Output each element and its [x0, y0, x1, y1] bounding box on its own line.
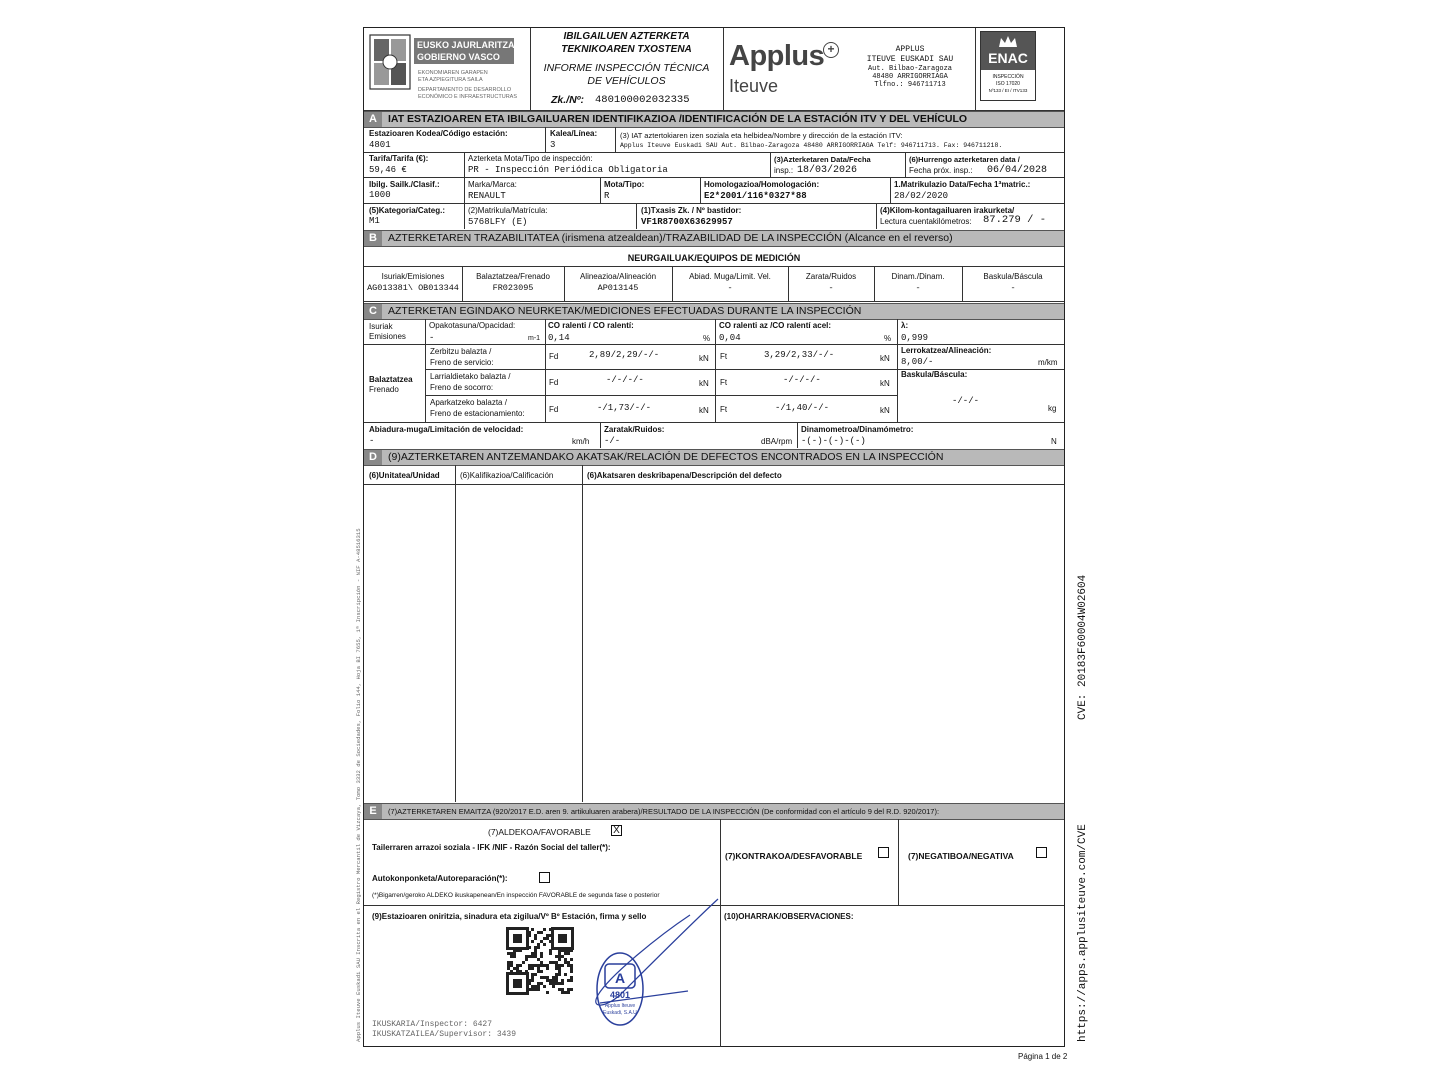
lambda-label: λ:: [901, 321, 909, 330]
opacity: -: [429, 333, 435, 343]
speed-limit-unit: km/h: [572, 437, 590, 446]
vin-label: (1)Txasis Zk. / Nº bastidor:: [641, 206, 742, 215]
dept-eu-line1: EKONOMIAREN GARAPEN: [418, 70, 488, 76]
dept-es-line2: ECONÓMICO E INFRAESTRUCTURAS: [418, 94, 518, 100]
remarks-label: (10)OHARRAK/OBSERVACIONES:: [724, 912, 854, 921]
supervisor-id: IKUSKATZAILEA/Supervisor: 3439: [372, 1030, 517, 1039]
model-label: Mota/Tipo:: [604, 180, 645, 189]
section-e-header: [364, 803, 1064, 820]
emissions-label: Isuriak: [369, 322, 393, 331]
company-line4: 48480 ARRIGORRIAGA: [872, 73, 948, 81]
stamp-brand: Applus Iteuve: [604, 1003, 636, 1009]
odometer-label-2: Lectura cuentakilómetros:: [880, 217, 972, 226]
self-repair-label: Autokonponketa/Autoreparación(*):: [372, 874, 508, 883]
inspection-date-label: (3)Azterketaren Data/Fecha: [774, 155, 871, 164]
opacity-label: Opakotasuna/Opacidad:: [429, 321, 516, 330]
basque-government-logo: [368, 33, 412, 91]
emergency-ft-unit: kN: [880, 379, 890, 388]
emergency-ft-label: Ft: [720, 378, 728, 387]
first-registration: 28/02/2020: [894, 191, 949, 201]
category-label: (5)Kategoria/Categ.:: [369, 206, 446, 215]
section-e-letter: E: [364, 804, 382, 819]
section-b-letter: B: [364, 231, 382, 246]
vin: VF1R8700X63629957: [641, 217, 733, 227]
fee: 59,46 €: [369, 165, 407, 175]
equipment-label: Balaztatzea/Frenado: [476, 272, 550, 281]
equipment-value: -: [727, 283, 733, 293]
parking-brake-label-2: Freno de estacionamiento:: [430, 409, 525, 418]
alignment-value: 8,00/-: [901, 357, 934, 367]
station-approval-label: (9)Estazioaren oniritzia, sinadura eta zigilua/Vº Bº Estación, firma y sello: [372, 912, 647, 921]
co-unit: %: [703, 334, 711, 343]
inspection-date-label-2: insp.:: [774, 166, 794, 175]
parking-ft: -/1,40/-/-: [775, 403, 830, 413]
emergency-fd: -/-/-/-: [606, 375, 644, 385]
noise-unit: dBA/rpm: [761, 437, 793, 446]
negative-label: (7)NEGATIBOA/NEGATIVA: [908, 851, 1014, 861]
co-value: 0,14: [548, 333, 570, 343]
parking-ft-unit: kN: [880, 406, 890, 415]
fee-label: Tarifa/Tarifa (€):: [369, 154, 429, 163]
section-a-title: IAT ESTAZIOAREN ETA IBILGAILUAREN IDENTIFIKAZIOA /IDENTIFICACIÓN DE LA ESTACIÓN ITV Y DEL VEHÍCULO: [388, 113, 968, 125]
unfavorable-checkbox[interactable]: [878, 847, 889, 858]
emergency-fd-unit: kN: [699, 379, 709, 388]
enac-logo: [980, 31, 1036, 101]
speed-limit-label: Abiadura-muga/Limitación de velocidad:: [369, 425, 524, 434]
parking-fd-label: Fd: [549, 405, 559, 414]
favorable-checkbox[interactable]: X: [611, 825, 622, 836]
enac-line2: ISO 17020: [996, 81, 1020, 87]
cve-code: CVE: 20183F60004W02604: [1077, 574, 1089, 720]
make-label: Marka/Marca:: [468, 180, 517, 189]
iteuve-logo: Iteuve: [729, 76, 779, 96]
emergency-brake-label: Larrialdietako balazta /: [430, 372, 511, 381]
negative-checkbox[interactable]: [1036, 847, 1047, 858]
equipment-value: -: [1010, 283, 1016, 293]
favorable-label: (7)ALDEKOA/FAVORABLE: [488, 827, 591, 837]
equipment-title: NEURGAILUAK/EQUIPOS DE MEDICIÓN: [627, 253, 801, 263]
lambda-value: 0,999: [901, 333, 929, 343]
self-repair-checkbox[interactable]: [539, 872, 550, 883]
service-fd-label: Fd: [549, 352, 559, 361]
title-eu-line1: IBILGAILUEN AZTERKETA: [563, 31, 690, 42]
dynamometer-unit: N: [1051, 437, 1057, 446]
scale-value: -/-/-: [952, 396, 980, 406]
service-fd: 2,89/2,29/-/-: [589, 350, 660, 360]
stamp-code: 4801: [609, 990, 631, 1000]
gov-name-eu: EUSKO JAURLARITZA: [417, 40, 515, 50]
plate-label: (2)Matrikula/Matrícula:: [468, 206, 548, 215]
station-name: Applus Iteuve Euskadi SAU Aut. Bilbao-Zaragoza 48480 ARRIGORRIAGA Telf: 946711713. Fax: 946711218.: [620, 142, 1003, 149]
service-brake-label-2: Freno de servicio:: [430, 358, 494, 367]
equipment-label: Zarata/Ruidos: [805, 272, 857, 281]
defect-rating-header: (6)Kalifikazioa/Calificación: [460, 471, 554, 480]
parking-ft-label: Ft: [720, 405, 728, 414]
report-number: 480100002032335: [595, 94, 690, 106]
second-phase-footnote: (*)Bigarren/geroko ALDEKO ikuskapenean/En inspección FAVORABLE de segunda fase o posterior: [372, 892, 660, 899]
lane: 3: [550, 140, 556, 150]
plate: 5768LFY (E): [468, 217, 528, 227]
equipment-label: Isuriak/Emisiones: [381, 272, 445, 281]
emergency-fd-label: Fd: [549, 378, 559, 387]
noise-label: Zaratak/Ruidos:: [604, 425, 665, 434]
equipment-value: -: [915, 283, 921, 293]
station-code-label: Estazioaren Kodea/Código estación:: [369, 129, 508, 138]
dynamometer: -(-)-(-)-(-): [801, 436, 866, 446]
title-eu-line2: TEKNIKOAREN TXOSTENA: [561, 44, 692, 55]
workshop-label: Tailerraren arrazoi soziala - IFK /NIF - Razón Social del taller(*):: [372, 843, 611, 852]
company-line5: Tlfno.: 946711713: [874, 81, 946, 89]
equipment-label: Abiad. Muga/Limit. Vel.: [689, 272, 771, 281]
brakes-label: Balaztatzea: [369, 375, 413, 384]
defect-unit-header: (6)Unitatea/Unidad: [369, 471, 440, 480]
section-e-title: (7)AZTERKETAREN EMAITZA (920/2017 E.D. aren 9. artikuluaren arabera)/RESULTADO DE LA INSPECCIÓN (De conformidad con el artículo 9 del R.D. 920/2017):: [388, 807, 940, 816]
enac-line3: Nº133 / EI / ITV133: [988, 88, 1028, 93]
applus-logo: Applus: [729, 40, 825, 72]
section-a-header: [364, 111, 1064, 128]
lane-label: Kalea/Línea:: [550, 129, 598, 138]
equipment-value: -: [828, 283, 834, 293]
inspection-type: PR - Inspección Periódica Obligatoria: [468, 165, 668, 175]
scale-label: Baskula/Báscula:: [901, 370, 968, 379]
company-line2: ITEUVE EUSKADI SAU: [866, 55, 954, 64]
odometer: 87.279 / -: [983, 214, 1047, 226]
verification-url: https://apps.applusiteuve.com/CVE: [1077, 824, 1089, 1042]
section-d-header: [364, 449, 1064, 466]
service-fd-unit: kN: [699, 354, 709, 363]
section-c-title: AZTERKETAN EGINDAKO NEURKETAK/MEDICIONES EFECTUADAS DURANTE LA INSPECCIÓN: [388, 305, 862, 317]
service-ft-label: Ft: [720, 352, 728, 361]
title-es-line1: INFORME INSPECCIÓN TÉCNICA: [543, 62, 710, 74]
parking-brake-label: Aparkatzeko balazta /: [430, 398, 507, 407]
svg-text:A: A: [614, 970, 626, 986]
first-registration-label: 1.Matrikulazio Data/Fecha 1ªmatric.:: [894, 180, 1031, 189]
odometer-label: (4)Kilom-kontagailuaren irakurketa/: [880, 206, 1015, 215]
vehicle-class: 1000: [369, 190, 391, 200]
emissions-label-2: Emisiones: [369, 332, 406, 341]
title-es-line2: DE VEHÍCULOS: [587, 75, 666, 87]
co-accel-unit: %: [884, 334, 892, 343]
station-name-label: (3) IAT aztertokiaren izen soziala eta helbidea/Nombre y dirección de la estación ITV:: [620, 131, 903, 140]
gov-name-es: GOBIERNO VASCO: [417, 52, 500, 62]
homologation-label: Homologazioa/Homologación:: [704, 180, 820, 189]
service-brake-label: Zerbitzu balazta /: [430, 347, 492, 356]
opacity-unit: m-1: [528, 335, 541, 342]
vehicle-class-label: Ibilg. Sailk./Clasif.:: [369, 180, 440, 189]
alignment-label: Lerrokatzea/Alineación:: [901, 346, 992, 355]
enac-text: ENAC: [988, 50, 1028, 66]
dept-eu-line2: ETA AZPIEGITURA SAILA: [418, 77, 483, 83]
equipment-value: AP013145: [597, 283, 639, 293]
equipment-value: FR023095: [492, 283, 534, 293]
stamp-company: Euskadi, S.A.U: [603, 1010, 637, 1016]
section-b-header: [364, 230, 1064, 247]
dept-es-line1: DEPARTAMENTO DE DESARROLLO: [418, 87, 512, 93]
emergency-brake-label-2: Freno de socorro:: [430, 383, 494, 392]
parking-fd-unit: kN: [699, 406, 709, 415]
report-number-label: Zk./Nº:: [551, 94, 585, 106]
model: R: [604, 191, 610, 201]
alignment-unit: m/km: [1038, 358, 1058, 367]
speed-limit: -: [369, 436, 375, 446]
noise: -/-: [604, 436, 621, 446]
category: M1: [369, 216, 380, 226]
parking-fd: -/1,73/-/-: [597, 403, 652, 413]
co-accel-value: 0,04: [719, 333, 741, 343]
next-inspection-label-2: Fecha próx. insp.:: [909, 166, 973, 175]
equipment-label: Alineazioa/Alineación: [579, 272, 657, 281]
inspection-date: 18/03/2026: [797, 165, 858, 176]
inspector-id: IKUSKARIA/Inspector: 6427: [372, 1020, 493, 1029]
enac-line1: INSPECCIÓN: [992, 74, 1024, 80]
next-inspection-date: 06/04/2028: [987, 165, 1048, 176]
section-d-letter: D: [364, 450, 382, 465]
company-line1: APPLUS: [895, 45, 925, 54]
dynamometer-label: Dinamometroa/Dinamómetro:: [801, 425, 914, 434]
equipment-value: AG013381\ OB013344: [367, 283, 459, 293]
defect-description-header: (6)Akatsaren deskribapena/Descripción del defecto: [587, 471, 782, 480]
station-code: 4801: [369, 140, 391, 150]
co-accel-label: CO ralenti az /CO ralentí acel:: [719, 321, 832, 330]
brakes-label-2: Frenado: [369, 385, 399, 394]
equipment-label: Dinam./Dinam.: [891, 272, 945, 281]
section-a-letter: A: [364, 112, 382, 127]
section-c-header: [364, 303, 1064, 320]
emergency-ft: -/-/-/-: [783, 375, 821, 385]
equipment-label: Baskula/Báscula: [983, 272, 1043, 281]
service-ft: 3,29/2,33/-/-: [764, 350, 835, 360]
make: RENAULT: [468, 191, 506, 201]
next-inspection-label: (6)Hurrengo azterketaren data /: [909, 155, 1020, 164]
company-line3: Aut. Bilbao-Zaragoza: [867, 65, 952, 73]
scale-unit: kg: [1048, 404, 1057, 413]
section-d-title: (9)AZTERKETAREN ANTZEMANDAKO AKATSAK/RELACIÓN DE DEFECTOS ENCONTRADOS EN LA INSPECCIÓN: [388, 451, 944, 463]
homologation: E2*2001/116*0327*88: [704, 191, 807, 201]
unfavorable-label: (7)KONTRAKOA/DESFAVORABLE: [725, 851, 863, 861]
page-number: Página 1 de 2: [1018, 1052, 1068, 1061]
service-ft-unit: kN: [880, 354, 890, 363]
section-c-letter: C: [364, 304, 382, 319]
section-b-title: AZTERKETAREN TRAZABILITATEA (irismena atzealdean)/TRAZABILIDAD DE LA INSPECCIÓN (Alcance en el reverso): [388, 232, 953, 244]
inspection-type-label: Azterketa Mota/Tipo de inspección:: [468, 154, 593, 163]
inspector-signature: [560, 895, 730, 1015]
co-label: CO ralenti / CO ralentí:: [548, 321, 634, 330]
applus-plus-icon: +: [823, 42, 839, 58]
mercantile-registry: Applus Iteuve Euskadi SAU Inscrita en el Registro Mercantil de Vizcaya, Tomo 3332 de Sociedades, Folio 144, Hoja BI 7655, 1ª Inscripción - NIF A-48516315: [355, 528, 362, 1042]
